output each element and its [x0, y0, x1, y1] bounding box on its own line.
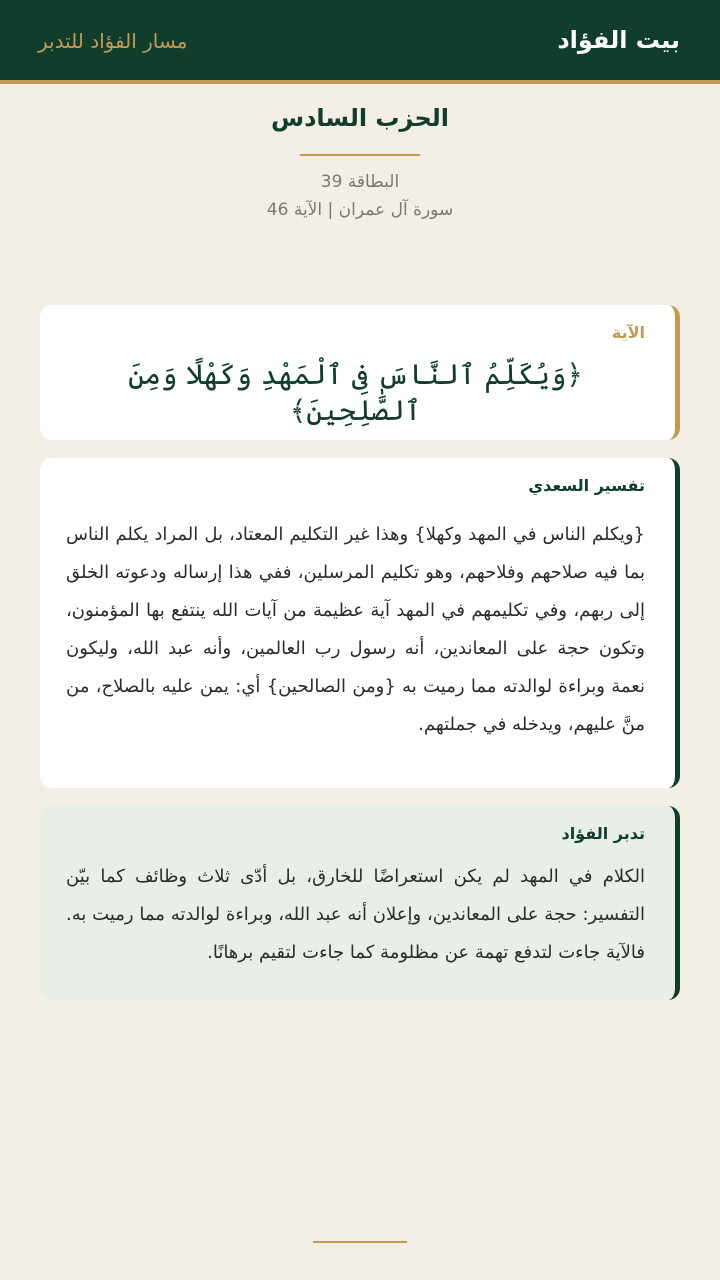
- ayah-card: [40, 305, 680, 440]
- hizb-title: الحزب السادس: [270, 104, 450, 132]
- footer-divider: [313, 1241, 407, 1243]
- reflection-card: [40, 806, 680, 1000]
- app-brand[interactable]: بيت الفؤاد: [557, 26, 680, 54]
- ayah-label: الآية: [611, 323, 645, 342]
- title-divider: [300, 154, 420, 156]
- app-header: [0, 0, 720, 84]
- reflection-text: الكلام في المهد لم يكن استعراضًا للخارق، بل أدّى ثلاث وظائف كما بيّن التفسير: حجة على المعاندين، وإعلان أنه عبد الله، وبراءة لوالدته مما رميت به. فالآية جاءت لتدفع تهمة عن مظلومة كما جاءت لتقيم برهانًا.: [66, 866, 645, 963]
- tafsir-label: تفسير السعدي: [528, 476, 645, 495]
- ayah-reference: سورة آل عمران | الآية 46: [266, 200, 454, 220]
- tafsir-text: {ويكلم الناس في المهد وكهلا} وهذا غير التكليم المعتاد، بل المراد يكلم الناس بما فيه صلاحهم وفلاحهم، وهو تكليم المرسلين، ففي هذا إرساله ودعوته الخلق إلى ربهم، وفي تكليمهم في المهد آية عظيمة من آيات الله ينتفع بها المؤمنون، وتكون حجة على المعاندين، أنه رسول رب العالمين، وأنه عبد الله، وليكون نعمة وبراءة لوالدته مما رميت به {ومن الصالحين} أي: يمن عليه بالصلاح، من منَّ عليهم، ويدخله في جملتهم.: [66, 524, 645, 735]
- ayah-text: ﴿وَيُكَلِّمُ ٱلنَّاسَ فِى ٱلْمَهْدِ وَكَهْلًا وَمِنَ ٱلصَّٰلِحِينَ﴾: [128, 358, 583, 428]
- tafsir-card: [40, 458, 680, 788]
- track-link[interactable]: مسار الفؤاد للتدبر: [38, 29, 188, 53]
- card-number: البطاقة 39: [320, 172, 400, 192]
- reflection-label: تدبر الفؤاد: [561, 824, 645, 843]
